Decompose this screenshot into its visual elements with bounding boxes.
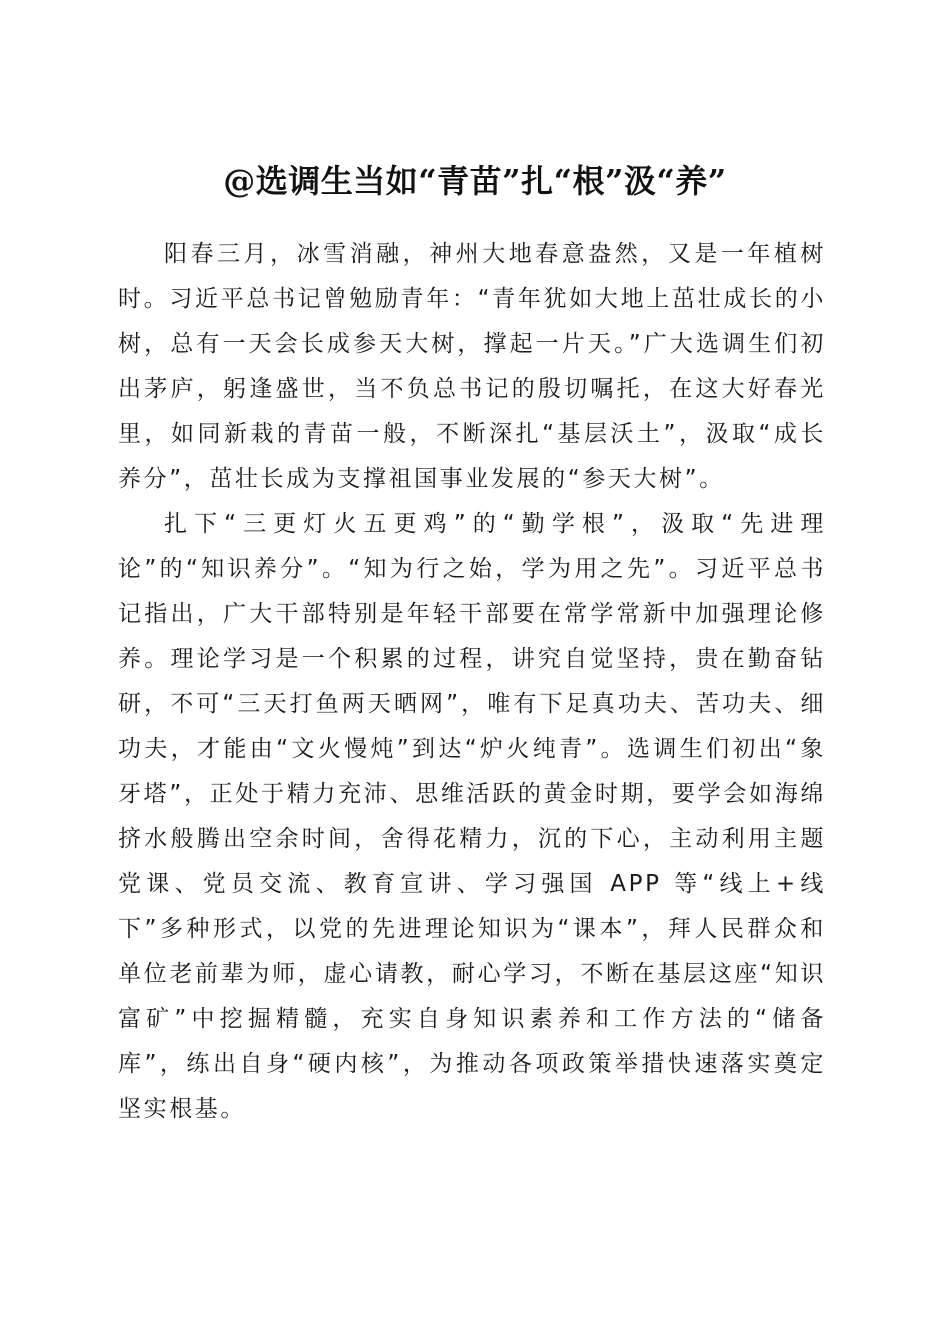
document-title: @选调生当如“青苗”扎“根”汲“养” (223, 162, 727, 201)
document-body (118, 232, 826, 1132)
paragraph-1: 阳春三月，冰雪消融，神州大地春意盎然，又是一年植树时。习近平总书记曾勉励青年：“青年犹如大地上茁壮成长的小树，总有一天会长成参天大树，撑起一片天。”广大选调生们初出茅庐，躬逢盛世，当不负总书记的殷切嘱托，在这大好春光里，如同新栽的青苗一般，不断深扎“基层沃土”，汲取“成长养分”，茁壮长成为支撑祖国事业发展的“参天大树”。 (118, 241, 826, 492)
paragraph-2: 扎下“三更灯火五更鸡”的“勤学根”，汲取“先进理论”的“知识养分”。“知为行之始，学为用之先”。习近平总书记指出，广大干部特别是年轻干部要在常学常新中加强理论修养。理论学习是一个积累的过程，讲究自觉坚持，贵在勤奋钻研，不可“三天打鱼两天晒网”，唯有下足真功夫、苦功夫、细功夫，才能由“文火慢炖”到达“炉火纯青”。选调生们初出“象牙塔”，正处于精力充沛、思维活跃的黄金时期，要学会如海绵挤水般腾出空余时间，舍得花精力，沉的下心，主动利用主题党课、党员交流、教育宣讲、学习强国 APP 等“线上+线下”多种形式，以党的先进理论知识为“课本”，拜人民群众和单位老前辈为师，虚心请教，耐心学习，不断在基层这座“知识富矿”中挖掘精髓，充实自身知识素养和工作方法的“储备库”，练出自身“硬内核”，为推动各项政策举措快速落实奠定坚实根基。 (118, 511, 826, 1122)
